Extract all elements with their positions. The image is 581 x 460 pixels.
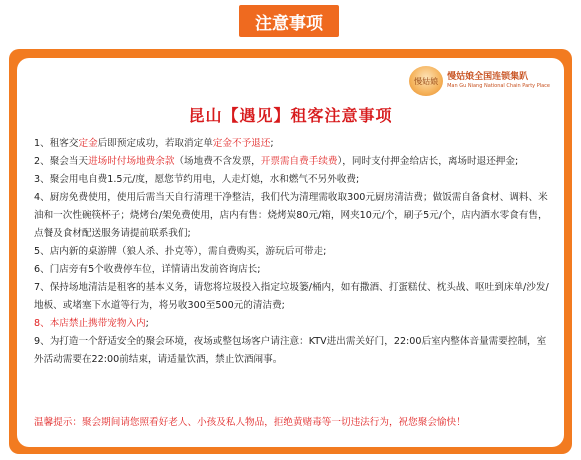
logo-mark-icon: 慢姑娘 bbox=[409, 66, 443, 96]
rule-item: 1、租客交定金后即预定成功，若取消定单定金不予退还; bbox=[34, 138, 274, 149]
rule-item: 9、为打造一个舒适安全的聚会环境，夜场或整包场客户请注意：KTV进出需关好门，22:00后室内整体音量需要控制，室外活动需要在22:00前结束，请适量饮酒，禁止饮酒闹事。 bbox=[34, 336, 547, 365]
logo-main-text: 慢姑娘全国连锁集趴 bbox=[447, 72, 529, 82]
notice-heading: 昆山【遇见】租客注意事项 bbox=[188, 106, 393, 125]
page-title-badge: 注意事项 bbox=[239, 5, 339, 37]
notice-card bbox=[17, 58, 564, 447]
rule-item: 6、门店旁有5个收费停车位，详情请出发前咨询店长; bbox=[34, 264, 261, 275]
rule-item: 4、厨房免费使用，使用后需当天自行清理干净整洁，我们代为清理需收取300元厨房清洁费；做饭需自备食材、调料、米油和一次性碗筷杯子；烧烤台/架免费使用，店内有售：烧烤炭80元/箱，网夹10元/个，刷子5元/个，店内酒水零食有售，点餐及食材配送服务请提前联系我们; bbox=[34, 192, 548, 239]
warm-tip: 温馨提示：聚会期间请您照看好老人、小孩及私人物品，拒绝黄赌毒等一切违法行为，祝您聚会愉快！ bbox=[34, 417, 466, 428]
rule-item: 5、店内新的桌游牌（狼人杀、扑克等），需自费购买，游玩后可带走; bbox=[34, 246, 327, 257]
rule-item: 2、聚会当天进场时付场地费余款（场地费不含发票，开票需自费手续费），同时支付押金给店长，离场时退还押金; bbox=[34, 156, 519, 167]
brand-logo bbox=[409, 66, 550, 96]
rule-item: 3、聚会用电自费1.5元/度，愿您节约用电，人走灯熄，水和燃气不另外收费; bbox=[34, 174, 360, 185]
logo-sub-text: Man Gu Niang National Chain Party Place bbox=[447, 83, 550, 89]
rule-item: 7、保持场地清洁是租客的基本义务，请您将垃圾投入指定垃圾篓/桶内，如有撒酒、打蛋糕仗、枕头战、呕吐到床单/沙发/地板、或堵塞下水道等行为，将另收300至500元的清洁费; bbox=[34, 282, 549, 311]
notice-panel bbox=[9, 49, 572, 454]
rule-item: 8、本店禁止携带宠物入内; bbox=[34, 318, 149, 329]
rules-list bbox=[34, 135, 552, 369]
